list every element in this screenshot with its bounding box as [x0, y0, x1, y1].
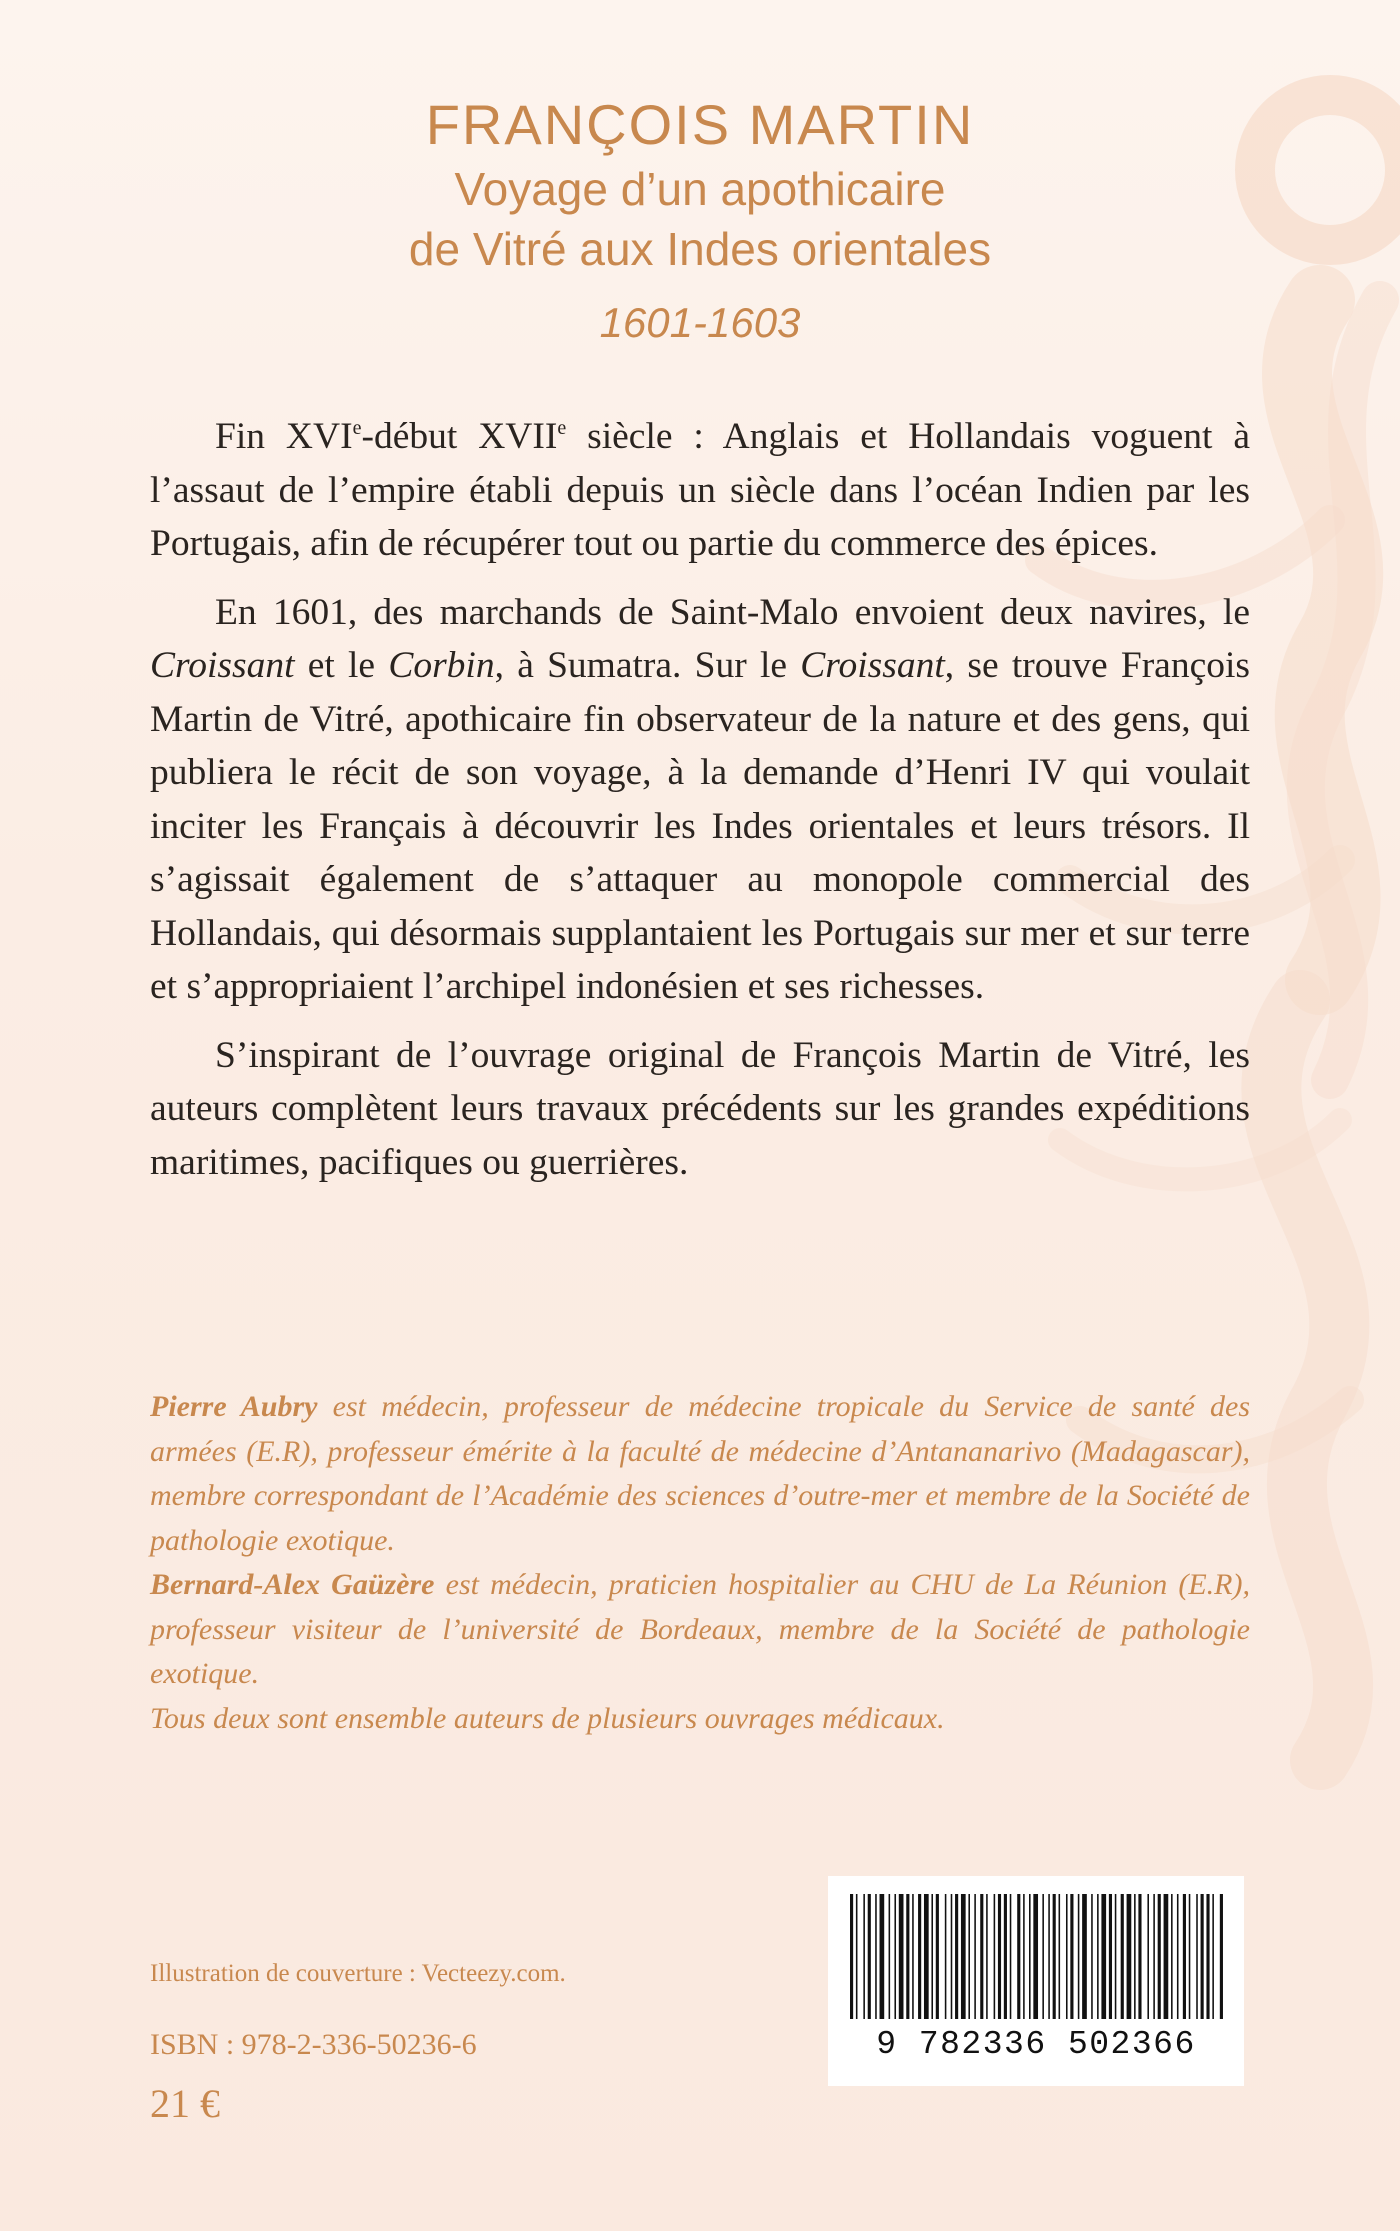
author-2-text: est médecin, praticien hospitalier au CHU de La Réunion (E.R), professeur visiteur de l’université de Bordeaux, membre de la Société de pathologie exotique.: [150, 1568, 1250, 1690]
barcode-bar: [1158, 1894, 1161, 2019]
barcode-bar: [1029, 1894, 1031, 2019]
barcode-bar: [968, 1894, 970, 2019]
synopsis-paragraph-3: S’inspirant de l’ouvrage original de François Martin de Vitré, les auteurs complètent leurs travaux précédents sur les grandes expéditions maritimes, pacifiques ou guerrières.: [150, 1034, 1250, 1183]
barcode-bar: [955, 1894, 958, 2019]
p2-text-d: , se trouve François Martin de Vitré, apothicaire fin observateur de la nature et des gens, qui publiera le récit de son voyage, à la demande d’Henri IV qui voulait inciter les Français à découvrir les Indes orientales et leurs trésors. Il s’agissait également de s’attaquer au monopole commercial des Hollandais, qui désormais supplantaient les Portugais sur mer et sur terre et s’appropriaient l’archipel indonésien et ses richesses.: [150, 645, 1250, 1007]
barcode-bar: [1078, 1894, 1080, 2019]
barcode-bar: [994, 1894, 996, 2019]
barcode-bar: [1097, 1894, 1099, 2019]
barcode-bar: [1042, 1894, 1044, 2019]
isbn: ISBN : 978-2-336-50236-6: [150, 2028, 477, 2061]
price: 21 €: [150, 2081, 220, 2126]
barcode-bar: [1048, 1894, 1050, 2019]
barcode-bar: [1115, 1894, 1117, 2019]
barcode-bar: [1164, 1894, 1169, 2019]
barcode-bar: [1201, 1894, 1204, 2019]
barcode-bar: [1070, 1894, 1073, 2019]
p1-text-c: siècle : Anglais et Hollandais voguent à l’assaut de l’empire établi depuis un siècle dans l’océan Indien par les Portugais, afin de récupérer tout ou partie du commerce des épices.: [150, 416, 1250, 564]
barcode-bar: [1206, 1894, 1209, 2019]
barcode-bar: [998, 1894, 1001, 2019]
author-1-name: Pierre Aubry: [150, 1390, 318, 1423]
barcode-bar: [1101, 1894, 1106, 2019]
barcode-bar: [974, 1894, 976, 2019]
barcode-bar: [899, 1894, 904, 2019]
barcode-bar: [1220, 1894, 1223, 2019]
p2-text-c: , à Sumatra. Sur le: [494, 645, 801, 686]
author-bios: [150, 1385, 1250, 1741]
barcode-bar: [875, 1894, 877, 2019]
p2-text-b: et le: [294, 645, 389, 686]
barcode-bar: [980, 1894, 983, 2019]
barcode-bar: [1066, 1894, 1068, 2019]
barcode-bar: [1053, 1894, 1056, 2019]
barcode-bar: [1023, 1894, 1025, 2019]
barcode-bar: [1171, 1894, 1173, 2019]
barcode-bar: [1017, 1894, 1020, 2019]
superscript-e: e: [352, 417, 362, 439]
title-block: [150, 92, 1250, 352]
barcode-bar: [951, 1894, 953, 2019]
synopsis: [150, 410, 1250, 1204]
barcode-bar: [986, 1894, 988, 2019]
subtitle-line-2: de Vitré aux Indes orientales: [408, 223, 992, 275]
barcode-bar: [1183, 1894, 1186, 2019]
barcode-bar: [868, 1894, 871, 2019]
barcode-bar: [889, 1894, 891, 2019]
barcode-bar: [1212, 1894, 1214, 2019]
book-dates: 1601-1603: [599, 299, 801, 346]
barcode-bar: [924, 1894, 929, 2019]
barcode-bar: [1082, 1894, 1087, 2019]
barcode-bar: [1134, 1894, 1136, 2019]
barcode-bar: [1138, 1894, 1141, 2019]
synopsis-paragraph-1: [150, 410, 1250, 571]
barcode-bar: [1127, 1894, 1132, 2019]
barcode-bar: [894, 1894, 896, 2019]
barcode-bar: [863, 1894, 865, 2019]
barcode-bar: [1059, 1894, 1061, 2019]
barcode-bar: [936, 1894, 939, 2019]
barcode-bar: [856, 1894, 858, 2019]
barcode-bar: [850, 1894, 853, 2019]
barcode-number: 9 782336 502366: [876, 2026, 1196, 2063]
ship-name-croissant: Croissant: [150, 645, 295, 686]
barcode-bar: [1147, 1894, 1149, 2019]
p1-text-a: Fin XVI: [215, 416, 353, 457]
illustration-credit: Illustration de couverture : Vecteezy.com.: [150, 1960, 566, 1987]
ship-name-croissant: Croissant: [800, 645, 945, 686]
barcode-bar: [945, 1894, 947, 2019]
barcode-bar: [961, 1894, 966, 2019]
barcode-bar: [1121, 1894, 1124, 2019]
barcode-bars: [846, 1894, 1226, 2019]
barcode-bar: [1033, 1894, 1038, 2019]
subtitle-line-1: Voyage d’un apothicaire: [454, 163, 946, 215]
p1-text-b: -début XVII: [361, 416, 558, 457]
barcode-bar: [1189, 1894, 1191, 2019]
author-1-text: est médecin, professeur de médecine tropicale du Service de santé des armées (E.R), professeur émérite à la faculté de médecine d’Antananarivo (Madagascar), membre correspondant de l’Académie des sciences d’outre-mer et membre de la Société de pathologie exotique.: [150, 1390, 1251, 1557]
barcode-bar: [912, 1894, 914, 2019]
author-2-bio: [150, 1563, 1250, 1697]
barcode-bar: [880, 1894, 885, 2019]
barcode-bar: [1109, 1894, 1112, 2019]
barcode-bar: [931, 1894, 933, 2019]
barcode-bar: [1091, 1894, 1093, 2019]
barcode-bar: [1196, 1894, 1198, 2019]
authors-together: Tous deux sont ensemble auteurs de plusieurs ouvrages médicaux.: [150, 1701, 945, 1735]
author-1-bio: [150, 1385, 1250, 1563]
barcode-bar: [1004, 1894, 1007, 2019]
barcode: [828, 1876, 1244, 2086]
barcode-bar: [1153, 1894, 1155, 2019]
author-2-name: Bernard-Alex Gaüzère: [150, 1568, 435, 1601]
superscript-e: e: [557, 417, 567, 439]
barcode-bar: [918, 1894, 921, 2019]
book-title: FRANÇOIS MARTIN: [425, 93, 975, 156]
barcode-bar: [1010, 1894, 1012, 2019]
ship-name-corbin: Corbin: [388, 645, 495, 686]
p2-text-a: En 1601, des marchands de Saint-Malo envoient deux navires, le: [215, 591, 1250, 633]
barcode-bar: [1177, 1894, 1179, 2019]
barcode-bar: [906, 1894, 909, 2019]
synopsis-paragraph-2: [150, 586, 1250, 1014]
